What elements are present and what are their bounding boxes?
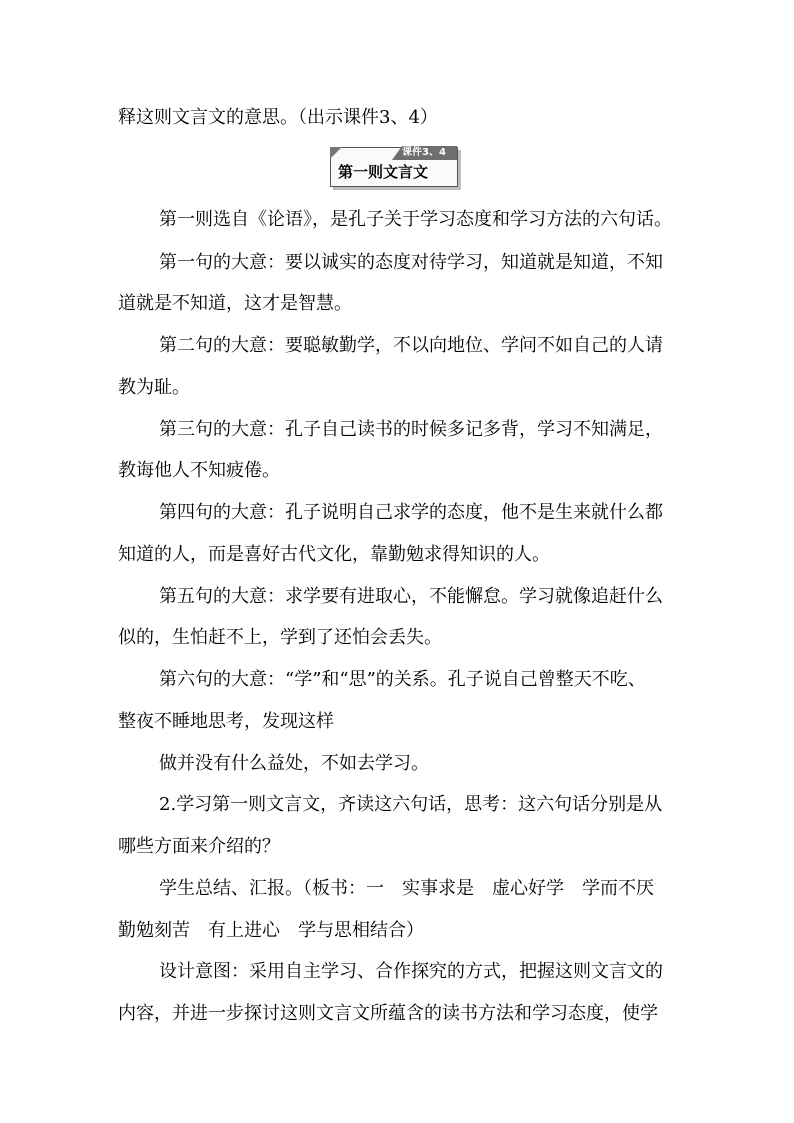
paragraph-line: 勤勉刻苦 有上进心 学与思相结合）	[118, 920, 424, 941]
paragraph-line: 道就是不知道，这才是智慧。	[118, 293, 352, 314]
paragraph-line: 整夜不睡地思考，发现这样	[118, 711, 334, 732]
paragraph-line: 第一句的大意：要以诚实的态度对待学习，知道就是知道，不知	[159, 252, 663, 273]
paragraph-line: 2.学习第一则文言文，齐读这六句话，思考：这六句话分别是从	[159, 794, 663, 815]
paragraph-line: 第五句的大意：求学要有进取心，不能懈怠。学习就像追赶什么	[159, 586, 663, 607]
courseware-box	[330, 147, 462, 191]
paragraph-line: 哪些方面来介绍的？	[118, 836, 280, 857]
courseware-tag-label: 课件3、4	[402, 147, 446, 158]
courseware-title: 第一则文言文	[338, 163, 429, 181]
paragraph-line: 内容，并进一步探讨这则文言文所蕴含的读书方法和学习态度，使学	[118, 1003, 658, 1024]
paragraph-line: 释这则文言文的意思。（出示课件3、4）	[118, 107, 438, 128]
paragraph-line: 第六句的大意：“学”和“思”的关系。孔子说自己曾整天不吃、	[159, 669, 646, 690]
paragraph-line: 第三句的大意：孔子自己读书的时候多记多背，学习不知满足，	[159, 419, 663, 440]
corner-fold-icon	[330, 147, 342, 159]
paragraph-line: 教为耻。	[118, 377, 190, 398]
paragraph-line: 知道的人，而是喜好古代文化，靠勤勉求得知识的人。	[118, 544, 550, 565]
paragraph-line: 第四句的大意：孔子说明自己求学的态度，他不是生来就什么都	[159, 502, 663, 523]
paragraph-line: 第二句的大意：要聪敏勤学，不以向地位、学问不如自己的人请	[159, 335, 663, 356]
paragraph-line: 教诲他人不知疲倦。	[118, 460, 280, 481]
paragraph-line: 似的，生怕赶不上，学到了还怕会丢失。	[118, 627, 442, 648]
paragraph-line: 做并没有什么益处，不如去学习。	[159, 753, 429, 774]
paragraph-line: 设计意图：采用自主学习、合作探究的方式，把握这则文言文的	[159, 961, 663, 982]
paragraph-line: 第一则选自《论语》，是孔子关于学习态度和学习方法的六句话。	[159, 209, 672, 230]
paragraph-line: 学生总结、汇报。（板书：一 实事求是 虚心好学 学而不厌	[159, 878, 654, 899]
